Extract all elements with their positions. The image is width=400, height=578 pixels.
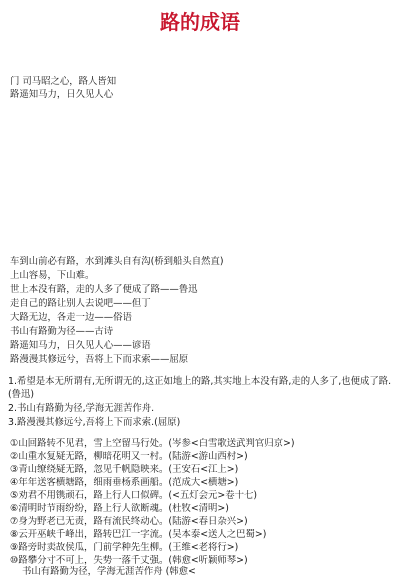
- idiom-line: 门 司马昭之心，路人皆知: [10, 76, 117, 87]
- poem-line: ①山回路转不见君，雪上空留马行处。(岑参<白雪歌送武判官归京>): [10, 438, 295, 449]
- poem-line: ⑧云开巫峡千峰出，路转巴江一字流。(吴本泰<送人之巴蜀>): [10, 529, 267, 540]
- saying-line: 大路无边，各走一边——俗语: [10, 312, 132, 323]
- numbered-quote: 2.书山有路勤为径,学海无涯苦作舟.: [8, 403, 155, 414]
- poem-line: ⑩路攀分寸不可上，失势一落千丈强。(韩愈<听颖师琴>): [10, 555, 248, 566]
- saying-line: 车到山前必有路，水到滩头自有沟(桥到船头自然直): [10, 256, 224, 267]
- poem-line: ④年年送客横塘路，细雨垂杨系画船。(范成大<横塘>): [10, 477, 239, 488]
- saying-line: 世上本没有路，走的人多了便成了路——鲁迅: [10, 284, 198, 295]
- poem-line: ⑦身为野老已无责，路有流民终动心。(陆游<春日杂兴>): [10, 516, 248, 527]
- saying-line: 路漫漫其修远兮，吾将上下而求索——屈原: [10, 354, 189, 365]
- poem-line: ⑤劝君不用镌顽石，路上行人口似碑。(<五灯会元>卷十七): [10, 490, 258, 501]
- saying-line: 上山容易，下山难。: [10, 270, 95, 281]
- poem-line: ③青山缭绕疑无路，忽见千帆隐映来。(王安石<江上>): [10, 464, 239, 475]
- poem-line: 书山有路勤为径，学海无涯苦作舟 (韩愈<: [22, 566, 196, 577]
- numbered-quote: 1.希望是本无所谓有,无所谓无的,这正如地上的路,其实地上本没有路,走的人多了,也便成了路.(鲁迅): [8, 376, 392, 400]
- numbered-quote: 3.路漫漫其修远兮,吾将上下而求索.(屈原): [8, 417, 181, 428]
- poem-line: ⑥清明时节雨纷纷，路上行人欲断魂。(杜牧<清明>): [10, 503, 229, 514]
- poem-line: ⑨路旁时卖故侯瓜，门前学种先生柳。(王维<老将行>): [10, 542, 239, 553]
- saying-line: 路遥知马力，日久见人心——谚语: [10, 340, 151, 351]
- saying-line: 书山有路勤为径——古诗: [10, 326, 114, 337]
- poem-line: ②山重水复疑无路，柳暗花明又一村。(陆游<游山西村>): [10, 451, 248, 462]
- saying-line: 走自己的路让别人去说吧——但丁: [10, 298, 151, 309]
- idiom-line: 路遥知马力，日久见人心: [10, 89, 114, 100]
- page-title: 路的成语: [160, 10, 240, 34]
